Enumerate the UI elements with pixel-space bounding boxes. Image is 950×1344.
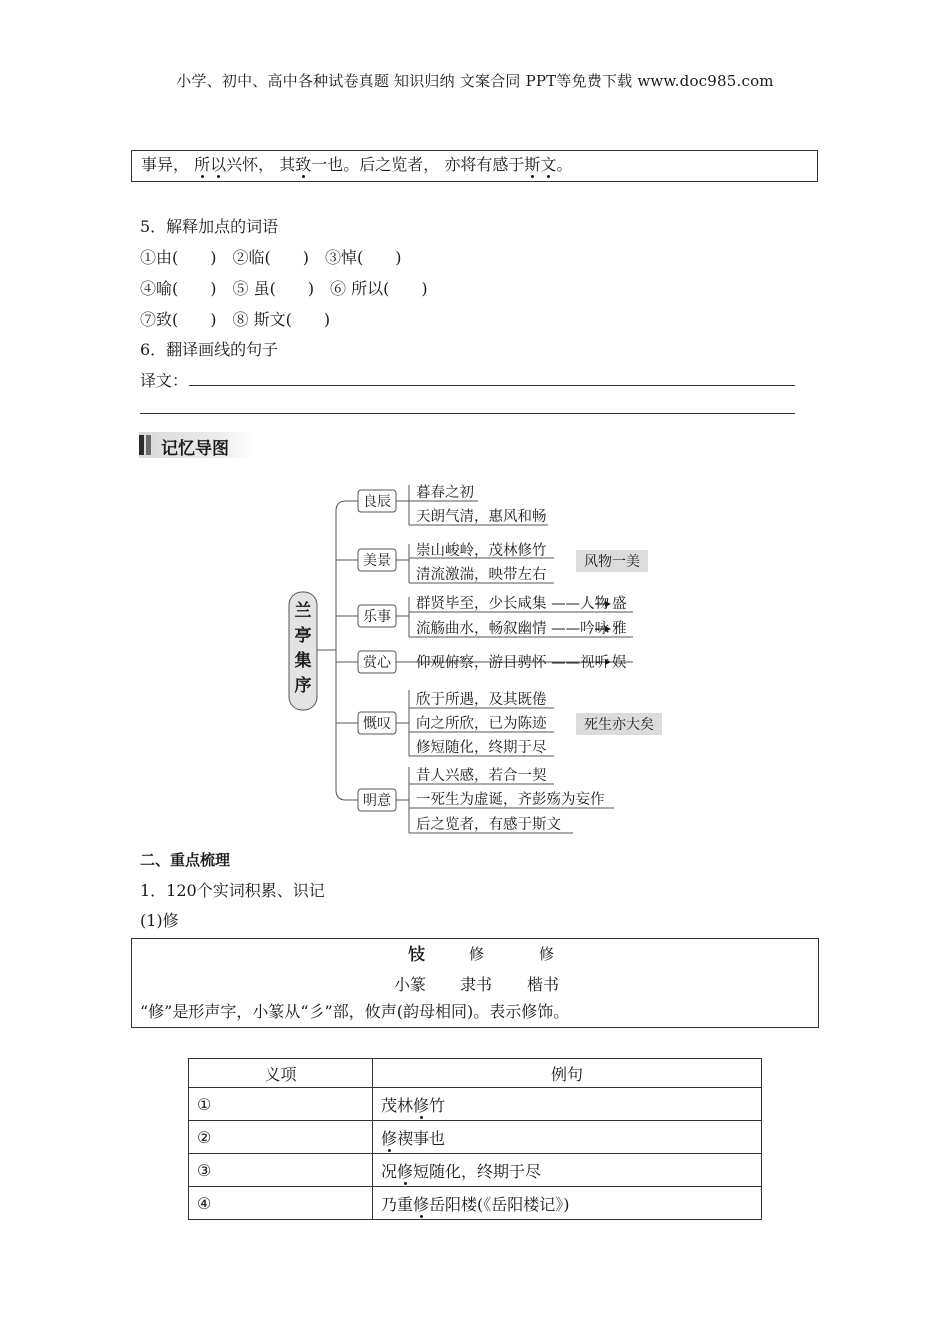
example-cell <box>373 1154 762 1187</box>
table-header-sense: 义项 <box>189 1059 373 1088</box>
branch-label-6: 明意 <box>363 793 391 809</box>
dotted-char-suo: 所 <box>194 155 211 174</box>
dotted-char: 修 <box>381 1128 398 1148</box>
dotted-char-si: 斯 <box>524 155 541 174</box>
question-5-row-1: ①由( ) ②临( ) ③悼( ) <box>140 248 402 267</box>
item-1-2: 天朗气清，惠风和畅 <box>416 509 547 525</box>
example-cell <box>373 1121 762 1154</box>
passage-text-6: 。 <box>556 155 573 174</box>
page-header-banner: 小学、初中、高中各种试卷真题 知识归纳 文案合同 PPT等免费下载 www.doc985.com <box>176 72 774 90</box>
item-4-1-suffix: 娱 <box>612 655 627 671</box>
branch-label-3: 乐事 <box>363 609 391 625</box>
etymology-note: “修”是形声字，小篆从“彡”部，攸声(韵母相同)。表示修饰。 <box>140 1002 570 1021</box>
branch-label-4: 赏心 <box>363 655 391 671</box>
table-row <box>189 1154 762 1187</box>
example-post: 竹 <box>429 1095 446 1115</box>
seal-script-glyph: 𢼎 <box>408 945 425 965</box>
item-6-1: 昔人兴感，若合一契 <box>416 768 547 784</box>
memory-map-title: 记忆导图 <box>161 439 229 459</box>
root-char-2: 亭 <box>294 626 312 646</box>
item-5-3: 修短随化，终期于尽 <box>416 740 547 756</box>
item-6-3: 后之览者，有感于斯文 <box>416 817 561 833</box>
dotted-char: 修 <box>413 1194 430 1214</box>
table-row <box>189 1187 762 1220</box>
passage-text-2: ， <box>173 155 195 174</box>
table-header-example: 例句 <box>373 1059 762 1088</box>
example-post: 岳阳楼(《岳阳楼记》) <box>429 1194 570 1214</box>
translation-label: 译文： <box>140 371 189 390</box>
row-number: ① <box>189 1088 373 1121</box>
question-5-row-2: ④喻( ) ⑤ 虽( ) ⑥ 所以( ) <box>140 279 428 298</box>
branch-label-2: 美景 <box>363 553 391 569</box>
passage-text-3: 兴怀 <box>226 155 259 174</box>
item-5-1: 欣于所遇，及其既倦 <box>416 692 547 708</box>
dotted-char: 修 <box>397 1161 414 1181</box>
question-6-title: 6．翻译画线的句子 <box>140 340 279 359</box>
branch-label-5: 慨叹 <box>363 716 391 732</box>
clerical-script-glyph: 修 <box>469 945 485 963</box>
passage-text-4: ， 其 <box>258 155 296 174</box>
branch-label-1: 良辰 <box>363 494 391 510</box>
root-char-3: 集 <box>294 651 312 671</box>
example-pre: 况 <box>381 1161 398 1181</box>
item-5-2: 向之所欣，已为陈迹 <box>416 716 547 732</box>
item-1-1: 暮春之初 <box>416 485 474 501</box>
table-row <box>189 1088 762 1121</box>
root-char-1: 兰 <box>294 601 312 621</box>
note-1: 风物一美 <box>584 554 640 570</box>
dotted-char-yi: 以 <box>210 155 227 174</box>
item-2-2: 清流激湍，映带左右 <box>416 567 547 583</box>
item-4-1: 仰观俯察，游目骋怀 ——视听 <box>416 655 610 671</box>
root-char-4: 序 <box>294 676 312 696</box>
example-post: 短随化，终期于尽 <box>413 1161 542 1181</box>
example-post: 禊事也 <box>397 1128 446 1148</box>
row-number: ④ <box>189 1187 373 1220</box>
dotted-char-wen: 文 <box>540 155 557 174</box>
sense-table <box>188 1058 762 1220</box>
passage-text-5: 一也。后之览者， 亦将有感于 <box>311 155 525 174</box>
dotted-char-zhi: 致 <box>295 155 312 174</box>
item-3-1-suffix: 盛 <box>612 596 627 612</box>
item-6-2: 一死生为虚诞，齐彭殇为妄作 <box>416 792 605 808</box>
note-2: 死生亦大矣 <box>584 717 654 733</box>
example-pre: 乃重 <box>381 1194 414 1214</box>
row-number: ② <box>189 1121 373 1154</box>
script-name-regular: 楷书 <box>527 975 560 994</box>
table-row <box>189 1121 762 1154</box>
script-name-seal: 小篆 <box>394 975 427 994</box>
question-5-row-3: ⑦致( ) ⑧ 斯文( ) <box>140 310 331 329</box>
script-name-clerical: 隶书 <box>460 975 493 994</box>
question-5-title: 5．解释加点的词语 <box>140 217 279 236</box>
item-2-1: 崇山峻岭，茂林修竹 <box>416 543 547 559</box>
example-pre: 茂林 <box>381 1095 414 1115</box>
item-3-2: 流觞曲水，畅叙幽情 ——吟咏 <box>416 621 610 637</box>
trunk-spine <box>336 501 358 800</box>
example-cell <box>373 1187 762 1220</box>
dotted-char: 修 <box>413 1095 430 1115</box>
etymology-box <box>131 938 819 1028</box>
passage-text-1: 事异 <box>141 155 174 174</box>
section-2-title: 二、重点梳理 <box>140 851 231 869</box>
item-3-1: 群贤毕至，少长咸集 ——人物 <box>416 596 610 612</box>
section-2-subtitle: 1．120个实词积累、识记 <box>140 881 325 900</box>
table-header-row <box>189 1059 762 1088</box>
regular-script-glyph: 修 <box>539 945 555 963</box>
item-3-2-suffix: 雅 <box>612 621 627 637</box>
row-number: ③ <box>189 1154 373 1187</box>
example-cell <box>373 1088 762 1121</box>
word-heading: (1)修 <box>140 911 179 930</box>
